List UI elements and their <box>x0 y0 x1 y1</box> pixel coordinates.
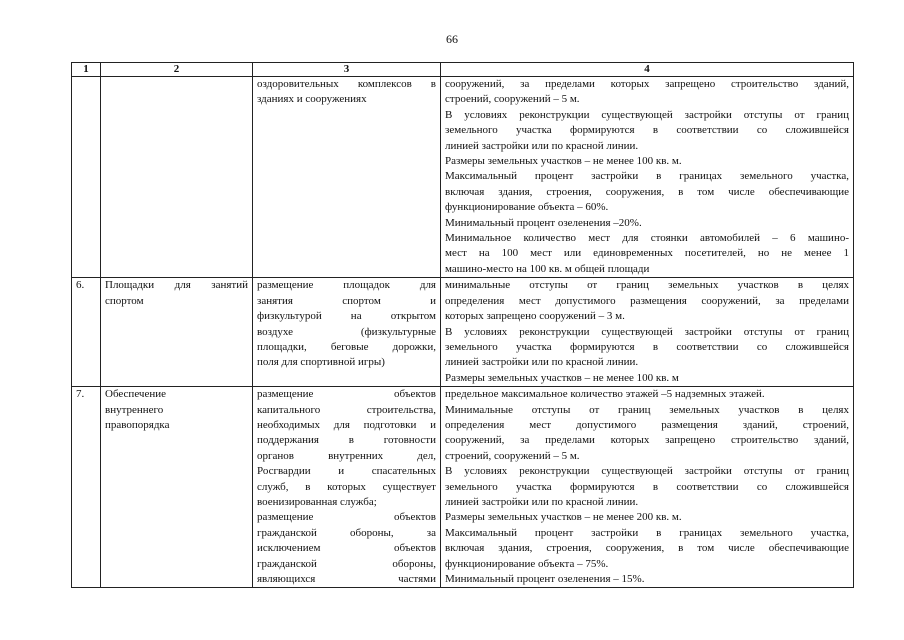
text-line: физкультурой на открытом <box>257 310 436 323</box>
table-header-row <box>72 63 854 77</box>
text-line: включая здания, строения, сооружения, в том числе обеспечивающие <box>445 185 849 198</box>
use-type-description <box>253 77 441 278</box>
text-line: поддержания в готовности <box>257 434 436 447</box>
text-line: земельного участка формируются в соответствии со сложившейся <box>445 480 849 493</box>
text-line: Минимальное количество мест для стоянки автомобилей – 6 машино- <box>445 232 849 245</box>
text-line: Размеры земельных участков – не менее 200 кв. м. <box>445 511 682 524</box>
text-line: военизированная служба; <box>257 495 377 508</box>
text-line: функционирование объекта – 60%. <box>445 201 609 214</box>
text-line: Минимальный процент озеленения –20%. <box>445 216 642 229</box>
text-line: Площадки для занятий <box>105 279 248 292</box>
text-line: необходимых для подготовки и <box>257 418 436 431</box>
use-type-name <box>101 77 253 278</box>
construction-parameters <box>441 278 854 387</box>
text-line: размещение площадок для <box>257 279 436 292</box>
text-line: капитального строительства, <box>257 403 436 416</box>
text-line: спортом <box>105 294 144 307</box>
text-line: оздоровительных комплексов в <box>257 78 436 90</box>
text-line: мест на 100 мест или единовременных посетителей, но не менее 1 <box>445 247 849 260</box>
text-line: определения мест допустимого размещения зданий, строений, <box>445 418 849 431</box>
text-line: определения мест допустимого размещения сооружений, за пределами <box>445 294 849 307</box>
text-line: размещение объектов <box>257 511 436 524</box>
row-number: 7. <box>72 387 101 588</box>
column-header-2: 2 <box>101 63 253 77</box>
text-line: исключением объектов <box>257 542 436 555</box>
text-line: размещение объектов <box>257 388 436 401</box>
text-line: машино-место на 100 кв. м общей площади <box>445 262 650 275</box>
text-line: линией застройки или по красной линии. <box>445 356 639 369</box>
text-line: предельное максимальное количество этажей –5 надземных этажей. <box>445 388 765 401</box>
text-line: В условиях реконструкции существующей застройки отступы от границ <box>445 108 849 121</box>
page-number: 66 <box>446 32 458 46</box>
text-line: которых запрещено сооружений – 3 м. <box>445 310 625 323</box>
table-row <box>72 387 854 588</box>
text-line: площадки, беговые дорожки, <box>257 340 436 353</box>
table-row <box>72 278 854 387</box>
construction-parameters <box>441 387 854 588</box>
text-line: сооружений, за пределами которых запрещено строительство зданий, <box>445 78 849 90</box>
text-line: занятия спортом и <box>257 294 436 307</box>
text-line: Максимальный процент застройки в границах земельного участка, <box>445 526 849 539</box>
text-line: Размеры земельных участков – не менее 100 кв. м. <box>445 155 682 168</box>
text-line: органов внутренних дел, <box>257 449 436 462</box>
row-number <box>72 77 101 278</box>
row-number: 6. <box>72 278 101 387</box>
text-line: служб, в которых существует <box>257 480 436 493</box>
land-use-regulations-table <box>71 62 854 588</box>
text-line: сооружений, за пределами которых запрещено строительство зданий, <box>445 434 849 447</box>
text-line: линией застройки или по красной линии. <box>445 495 639 508</box>
text-line: Обеспечение <box>105 388 166 401</box>
text-line: включая здания, строения, сооружения, в том числе обеспечивающие <box>445 542 849 555</box>
use-type-name <box>101 387 253 588</box>
text-line: Размеры земельных участков – не менее 100 кв. м <box>445 371 679 384</box>
use-type-description <box>253 387 441 588</box>
use-type-name <box>101 278 253 387</box>
text-line: гражданской обороны, <box>257 557 436 570</box>
text-line: функционирование объекта – 75%. <box>445 557 609 570</box>
text-line: зданиях и сооружениях <box>257 93 367 106</box>
text-line: внутреннего <box>105 403 164 416</box>
column-header-3: 3 <box>253 63 441 77</box>
text-line: поля для спортивной игры) <box>257 356 385 369</box>
text-line: правопорядка <box>105 418 170 431</box>
table-body <box>72 77 854 588</box>
column-header-1: 1 <box>72 63 101 77</box>
text-line: воздухе (физкультурные <box>257 325 436 338</box>
text-line: Максимальный процент застройки в границах земельного участка, <box>445 170 849 183</box>
text-line: Росгвардии и спасательных <box>257 465 436 478</box>
text-line: земельного участка формируются в соответствии со сложившейся <box>445 340 849 353</box>
table-row <box>72 77 854 278</box>
text-line: Минимальный процент озеленения – 15%. <box>445 573 645 585</box>
text-line: В условиях реконструкции существующей застройки отступы от границ <box>445 325 849 338</box>
text-line: строений, сооружений – 5 м. <box>445 449 580 462</box>
text-line: минимальные отступы от границ земельных участков в целях <box>445 279 849 292</box>
text-line: Минимальные отступы от границ земельных участков в целях <box>445 403 849 416</box>
column-header-4: 4 <box>441 63 854 77</box>
use-type-description <box>253 278 441 387</box>
text-line: являющихся частями <box>257 573 436 585</box>
text-line: строений, сооружений – 5 м. <box>445 93 580 106</box>
text-line: линией застройки или по красной линии. <box>445 139 639 152</box>
text-line: гражданской обороны, за <box>257 526 436 539</box>
construction-parameters <box>441 77 854 278</box>
text-line: В условиях реконструкции существующей застройки отступы от границ <box>445 465 849 478</box>
text-line: земельного участка формируются в соответствии со сложившейся <box>445 124 849 137</box>
